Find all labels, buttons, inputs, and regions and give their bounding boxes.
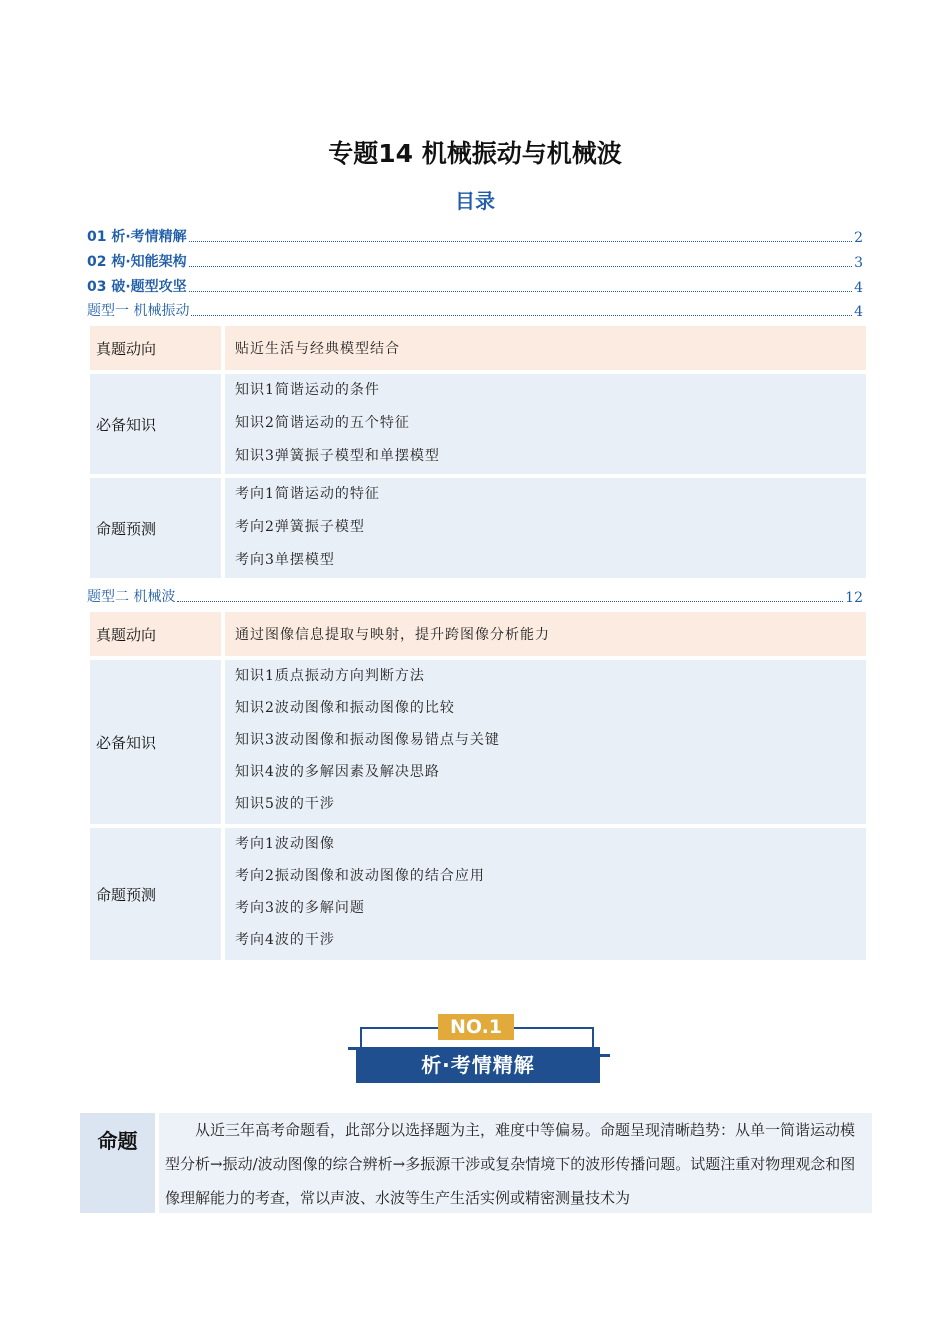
badge-line [600, 1054, 610, 1057]
knowledge-item: 知识3弹簧振子模型和单摆模型 [235, 448, 440, 464]
knowledge-item: 知识2简谐运动的五个特征 [235, 415, 410, 431]
prediction-label: 命题预测 [90, 828, 221, 960]
toc-leader-dots [189, 240, 852, 242]
trend-label: 真题动向 [90, 612, 221, 656]
toc-entry-analysis[interactable] [87, 226, 863, 246]
analysis-block [80, 1113, 872, 1213]
toc-page-number: 4 [854, 304, 863, 320]
analysis-text: 从近三年高考命题看，此部分以选择题为主，难度中等偏易。命题呈现清晰趋势：从单一简谐运动模型分析→振动/波动图像的综合辨析→多振源干涉或复杂情境下的波形传播问题。试题注重对物理观念和图像理解能力的考查，常以声波、水波等生产生活实例或精密测量技术为 [159, 1113, 872, 1213]
toc-leader-dots [191, 314, 852, 316]
prediction-item: 考向3单摆模型 [235, 552, 335, 568]
analysis-label: 命题 [80, 1113, 155, 1213]
toc-page-number: 4 [854, 280, 863, 296]
knowledge-item: 知识3波动图像和振动图像易错点与关键 [235, 732, 500, 748]
prediction-row [90, 478, 866, 578]
knowledge-item: 知识2波动图像和振动图像的比较 [235, 700, 455, 716]
knowledge-item: 知识4波的多解因素及解决思路 [235, 764, 440, 780]
prediction-row [90, 828, 866, 960]
badge-line [514, 1027, 592, 1029]
knowledge-item: 知识5波的干涉 [235, 796, 335, 812]
knowledge-label: 必备知识 [90, 660, 221, 824]
page-title: 专题14 机械振动与机械波 [328, 139, 622, 168]
prediction-item: 考向2弹簧振子模型 [235, 519, 365, 535]
knowledge-row [90, 374, 866, 474]
prediction-label: 命题预测 [90, 478, 221, 578]
toc-entry-type-2[interactable] [87, 586, 863, 606]
prediction-item: 考向3波的多解问题 [235, 900, 365, 916]
knowledge-list [225, 660, 866, 824]
prediction-list [225, 478, 866, 578]
type-2-table [90, 612, 866, 964]
type-1-table [90, 326, 866, 582]
badge-line [592, 1027, 594, 1047]
toc-page-number: 3 [854, 255, 863, 271]
badge-title: 析·考情精解 [356, 1047, 600, 1083]
prediction-item: 考向4波的干涉 [235, 932, 335, 948]
trend-text: 贴近生活与经典模型结合 [225, 326, 866, 370]
prediction-item: 考向2振动图像和波动图像的结合应用 [235, 868, 485, 884]
toc-leader-dots [189, 265, 852, 267]
trend-row [90, 612, 866, 656]
toc-entry-breakthrough[interactable] [87, 276, 863, 296]
toc-entry-structure[interactable] [87, 251, 863, 271]
toc-entry-label: 02 构·知能架构 [87, 254, 187, 270]
toc-heading: 目录 [455, 189, 495, 213]
knowledge-item: 知识1简谐运动的条件 [235, 382, 380, 398]
prediction-list [225, 828, 866, 960]
knowledge-list [225, 374, 866, 474]
badge-number: NO.1 [438, 1014, 514, 1040]
prediction-item: 考向1波动图像 [235, 836, 335, 852]
knowledge-label: 必备知识 [90, 374, 221, 474]
badge-line [360, 1027, 362, 1047]
knowledge-row [90, 660, 866, 824]
toc-leader-dots [177, 600, 843, 602]
trend-row [90, 326, 866, 370]
toc-leader-dots [189, 290, 852, 292]
toc-page-number: 2 [854, 230, 863, 246]
toc-page-number: 12 [845, 590, 863, 606]
toc-entry-label: 题型二 机械波 [87, 589, 176, 605]
toc-entry-type-1[interactable] [87, 300, 863, 320]
section-badge [352, 1014, 604, 1086]
toc-entry-label: 03 破·题型攻坚 [87, 279, 187, 295]
toc-entry-label: 题型一 机械振动 [87, 303, 190, 319]
badge-line [360, 1027, 438, 1029]
prediction-item: 考向1简谐运动的特征 [235, 486, 380, 502]
trend-label: 真题动向 [90, 326, 221, 370]
badge-line [348, 1047, 356, 1050]
toc-entry-label: 01 析·考情精解 [87, 229, 187, 245]
knowledge-item: 知识1质点振动方向判断方法 [235, 668, 425, 684]
trend-text: 通过图像信息提取与映射，提升跨图像分析能力 [225, 612, 866, 656]
